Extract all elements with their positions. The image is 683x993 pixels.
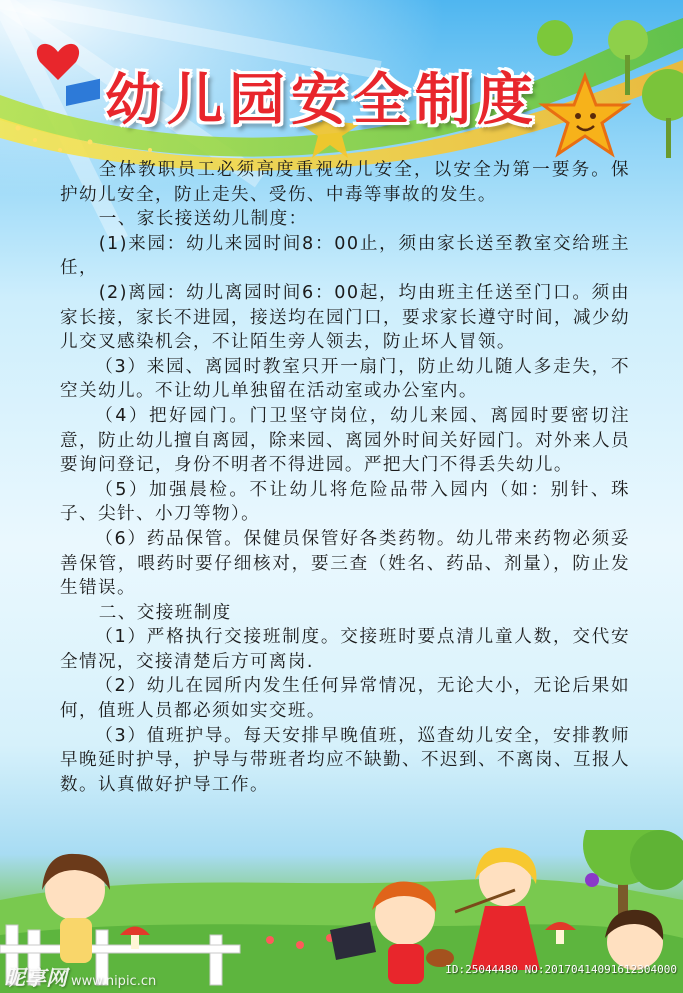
watermark-url: www.nipic.cn [71, 974, 157, 989]
rules-body [60, 158, 630, 797]
rule-5-morning-check: （5）加强晨检。不让幼儿将危险品带入园内（如：别针、珠子、尖针、小刀等物）。 [60, 479, 630, 525]
rule-3-door: （3）来园、离园时教室只开一扇门，防止幼儿随人多走失，不空关幼儿。不让幼儿单独留在活动室或办公室内。 [60, 356, 630, 402]
rule-arrival: (1)来园：幼儿来园时间8：00止，须由家长送至教室交给班主任， [60, 233, 630, 279]
handover-rule-3: （3）值班护导。每天安排早晚值班，巡查幼儿安全，安排教师早晚延时护导，护导与带班者均应不缺勤、不迟到、不离岗、互报人数。认真做好护导工作。 [60, 725, 630, 795]
section-heading-handover: 二、交接班制度 [98, 602, 232, 623]
watermark-brand [4, 962, 156, 992]
intro-paragraph: 全体教职员工必须高度重视幼儿安全，以安全为第一要务。保护幼儿安全，防止走失、受伤、中毒等事故的发生。 [60, 160, 630, 205]
watermark-brand-name: 昵享网 [4, 966, 67, 990]
handover-rule-1: （1）严格执行交接班制度。交接班时要点清儿童人数，交代安全情况，交接清楚后方可离岗. [60, 627, 630, 672]
page-title: 幼儿园安全制度 [105, 68, 539, 133]
rule-4-gate: （4）把好园门。门卫坚守岗位，幼儿来园、离园时要密切注意，防止幼儿擅自离园，除来园、离园外时间关好园门。对外来人员要询问登记，身份不明者不得进园。严把大门不得丢失幼儿。 [60, 405, 630, 476]
handover-rule-2: （2）幼儿在园所内发生任何异常情况，无论大小，无论后果如何，值班人员都必须如实交班。 [60, 676, 630, 722]
rule-departure: (2)离园：幼儿离园时间6：00起，均由班主任送至门口。须由家长接，家长不进园，接送均在园门口，要求家长遵守时间，减少幼儿交叉感染机会，不让陌生旁人领去，防止坏人冒领。 [60, 282, 630, 353]
watermark-id: ID:25044480 NO:20170414091612304000 [445, 963, 677, 976]
rule-6-medicine: （6）药品保管。保健员保管好各类药物。幼儿带来药物必须妥善保管，喂药时要仔细核对，要三查（姓名、药品、剂量），防止发生错误。 [60, 528, 630, 599]
section-heading-pickup: 一、家长接送幼儿制度： [98, 209, 308, 230]
